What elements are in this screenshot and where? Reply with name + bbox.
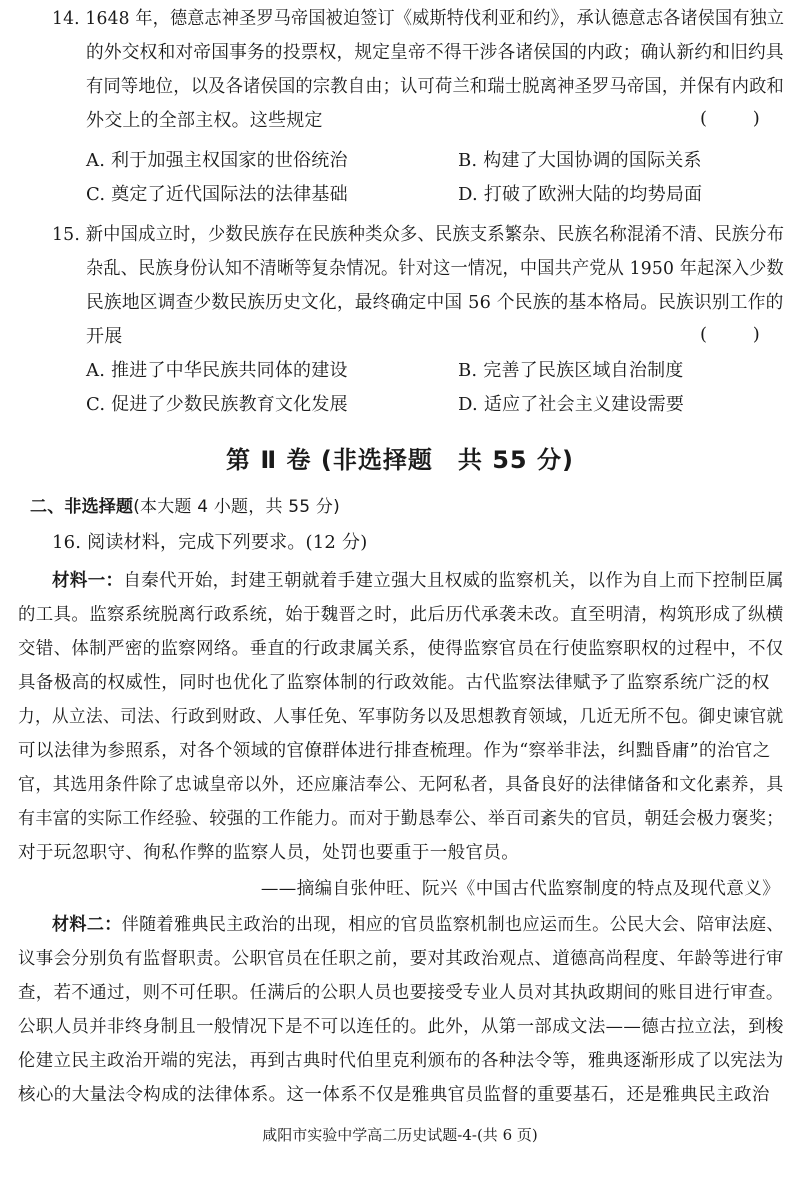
- q15-answer-paren[interactable]: ( ): [700, 324, 760, 345]
- page-footer: 咸阳市实验中学高二历史试题-4-(共 6 页): [262, 1126, 538, 1144]
- q15-line-3: 民族地区调查少数民族历史文化，最终确定中国 56 个民族的基本格局。民族识别工作的: [86, 292, 784, 313]
- q14-option-b: B. 构建了大国协调的国际关系: [458, 150, 702, 171]
- q15-option-a: A. 推进了中华民族共同体的建设: [86, 360, 348, 381]
- material1-line: 可以法律为参照系，对各个领域的官僚群体进行排查梳理。作为“察举非法，纠黜昏庸”的治官之: [18, 741, 771, 761]
- q14-line-2: 的外交权和对帝国事务的投票权，规定皇帝不得干涉各诸侯国的内政；确认新约和旧约具: [86, 42, 784, 63]
- material1-first-text: 自秦代开始，封建王朝就着手建立强大且权威的监察机关，以作为自上而下控制臣属: [123, 571, 784, 591]
- q14-line-4: 外交上的全部主权。这些规定: [86, 110, 323, 131]
- q15-line-4: 开展: [86, 326, 123, 347]
- material2-first-text: 伴随着雅典民主政治的出现，相应的官员监察机制也应运而生。公民大会、陪审法庭、: [121, 915, 784, 935]
- material1-line: 对于玩忽职守、徇私作弊的监察人员，处罚也要重于一般官员。: [18, 843, 520, 863]
- material1-label: 材料一：: [52, 571, 124, 591]
- material1-line: 有丰富的实际工作经验、较强的工作能力。而对于勤恳奉公、举百司紊失的官员，朝廷会极力褒奖；: [18, 809, 784, 829]
- q14-option-a: A. 利于加强主权国家的世俗统治: [86, 150, 348, 171]
- material2-line: 公职人员并非终身制且一般情况下是不可以连任的。此外，从第一部成文法——德古拉立法，到梭: [18, 1017, 784, 1037]
- q16-stem: 16. 阅读材料，完成下列要求。(12 分): [52, 532, 368, 553]
- material1-line: 的工具。监察系统脱离行政系统，始于魏晋之时，此后历代承袭未改。直至明清，构筑形成了纵横: [18, 605, 784, 625]
- section2-label: 二、非选择题: [30, 497, 134, 517]
- material1-line: 官，其选用条件除了忠诚皇帝以外，还应廉洁奉公、无阿私者，具备良好的法律储备和文化素养，具: [18, 775, 784, 795]
- material2-line: 查，若不通过，则不可任职。任满后的公职人员也要接受专业人员对其执政期间的账目进行审查。: [18, 983, 784, 1003]
- material1-source: ——摘编自张仲旺、阮兴《中国古代监察制度的特点及现代意义》: [260, 879, 780, 899]
- material2-line: 议事会分别负有监督职责。公职官员在任职之前，要对其政治观点、道德高尚程度、年龄等进行审: [18, 949, 784, 969]
- material1-line: 力，从立法、司法、行政到财政、人事任免、军事防务以及思想教育领域，几近无所不包。御史谏官就: [18, 707, 784, 727]
- material2-first-line: [52, 912, 784, 938]
- q15-option-b: B. 完善了民族区域自治制度: [458, 360, 684, 381]
- material1-line: 具备极高的权威性，同时也优化了监察体制的行政效能。古代监察法律赋予了监察系统广泛的权: [18, 673, 770, 693]
- material1-first-line: [52, 568, 784, 594]
- material2-label: 材料二：: [52, 915, 122, 935]
- q15-option-d: D. 适应了社会主义建设需要: [458, 394, 685, 415]
- q14-line-1: 14. 1648 年，德意志神圣罗马帝国被迫签订《威斯特伐利亚和约》，承认德意志各诸侯国有独立: [52, 8, 785, 29]
- q15-line-1: 15. 新中国成立时，少数民族存在民族种类众多、民族支系繁杂、民族名称混淆不清、民族分布: [52, 224, 785, 245]
- material1-line: 交错、体制严密的监察网络。垂直的行政隶属关系，使得监察官员在行使监察职权的过程中，不仅: [18, 639, 784, 659]
- material2-line: 核心的大量法令构成的法律体系。这一体系不仅是雅典官员监督的重要基石，还是雅典民主政治: [18, 1085, 770, 1105]
- material2-line: 伦建立民主政治开端的宪法，再到古典时代伯里克利颁布的各种法令等，雅典逐渐形成了以宪法为: [18, 1051, 784, 1071]
- q14-option-c: C. 奠定了近代国际法的法律基础: [86, 184, 348, 205]
- q14-option-d: D. 打破了欧洲大陆的均势局面: [458, 184, 703, 205]
- section2-heading: [30, 494, 340, 520]
- section2-note: (本大题 4 小题，共 55 分): [133, 497, 340, 517]
- q14-line-3: 有同等地位，以及各诸侯国的宗教自由；认可荷兰和瑞士脱离神圣罗马帝国，并保有内政和: [86, 76, 785, 97]
- q15-line-2: 杂乱、民族身份认知不清晰等复杂情况。针对这一情况，中国共产党从 1950 年起深入少数: [86, 258, 784, 279]
- q15-option-c: C. 促进了少数民族教育文化发展: [86, 394, 348, 415]
- q14-answer-paren[interactable]: ( ): [700, 108, 760, 129]
- part2-title: 第 Ⅱ 卷 (非选择题 共 55 分): [226, 446, 574, 474]
